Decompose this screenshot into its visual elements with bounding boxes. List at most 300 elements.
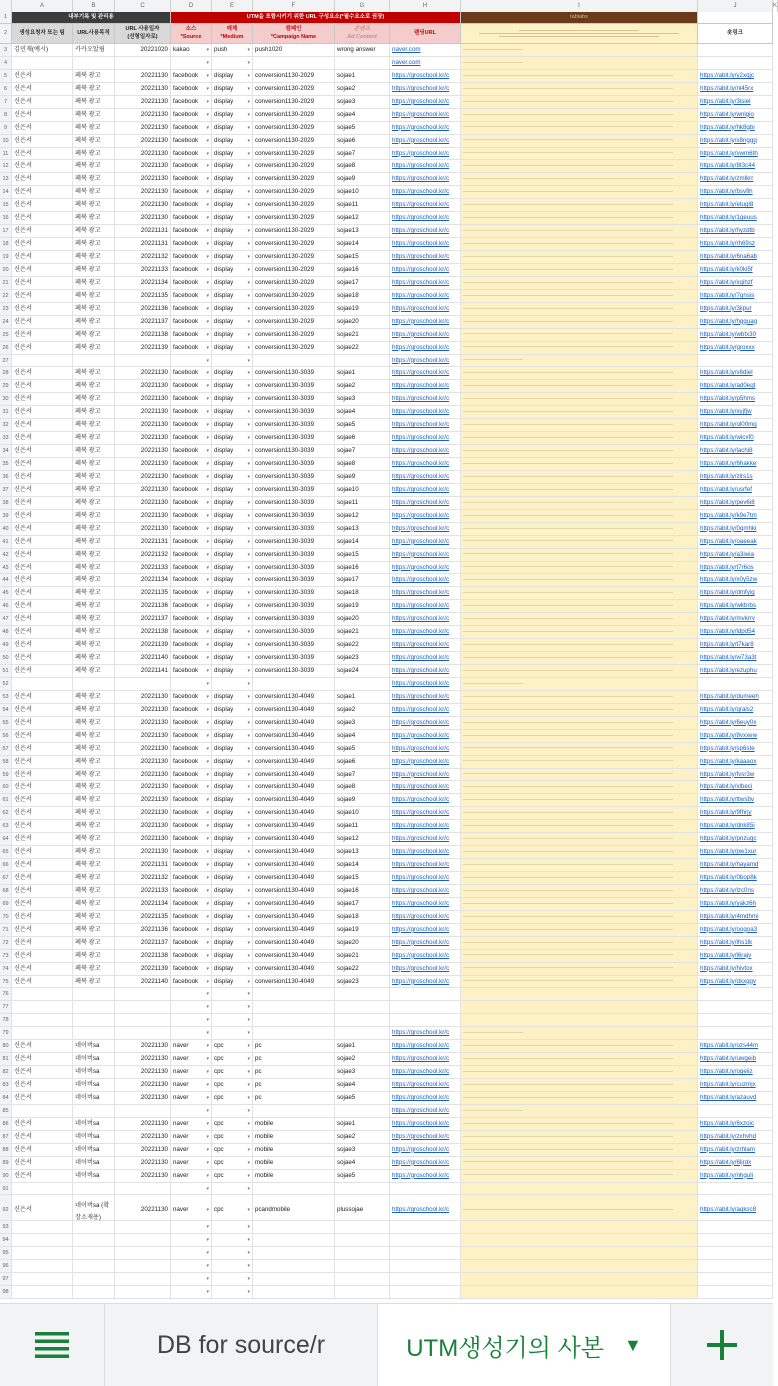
content-cell[interactable]: sojae22: [335, 963, 390, 976]
source-dropdown[interactable]: facebook ▾: [171, 885, 212, 898]
purpose-cell[interactable]: 페북 광고: [73, 730, 115, 743]
date-cell[interactable]: 20221130: [115, 704, 171, 717]
content-cell[interactable]: sojae13: [335, 225, 390, 238]
purpose-cell[interactable]: 페북 광고: [73, 510, 115, 523]
short-url-cell[interactable]: [698, 1105, 773, 1118]
content-cell[interactable]: sojae3: [335, 1066, 390, 1079]
generated-url-cell[interactable]: [461, 924, 698, 937]
source-dropdown[interactable]: naver ▾: [171, 1079, 212, 1092]
content-cell[interactable]: sojae15: [335, 549, 390, 562]
purpose-cell[interactable]: 페북 광고: [73, 898, 115, 911]
campaign-cell[interactable]: conversion1130-2029: [253, 238, 335, 251]
source-dropdown[interactable]: facebook ▾: [171, 846, 212, 859]
purpose-cell[interactable]: [73, 1260, 115, 1273]
landing-url-cell[interactable]: https://groschool.kr/c: [390, 743, 461, 756]
landing-url-cell[interactable]: https://groschool.kr/c: [390, 264, 461, 277]
source-dropdown[interactable]: facebook ▾: [171, 225, 212, 238]
purpose-cell[interactable]: 페북 광고: [73, 303, 115, 316]
purpose-cell[interactable]: 페북 광고: [73, 445, 115, 458]
short-url-cell[interactable]: https://abit.ly/hyzdtb: [698, 225, 773, 238]
source-dropdown[interactable]: facebook ▾: [171, 367, 212, 380]
content-cell[interactable]: sojae7: [335, 148, 390, 161]
medium-dropdown[interactable]: display ▾: [212, 730, 253, 743]
purpose-cell[interactable]: 네이버sa: [73, 1131, 115, 1144]
purpose-cell[interactable]: 페북 광고: [73, 885, 115, 898]
date-cell[interactable]: 20221132: [115, 549, 171, 562]
short-url-cell[interactable]: https://abit.ly/x8nggq: [698, 135, 773, 148]
campaign-cell[interactable]: conversion1130-3039: [253, 523, 335, 536]
short-url-cell[interactable]: https://abit.ly/k9e7tm: [698, 510, 773, 523]
purpose-cell[interactable]: 네이버sa: [73, 1118, 115, 1131]
created-by-cell[interactable]: 신은서: [12, 264, 73, 277]
medium-dropdown[interactable]: display ▾: [212, 419, 253, 432]
campaign-cell[interactable]: conversion1130-3039: [253, 536, 335, 549]
created-by-cell[interactable]: 신은서: [12, 976, 73, 989]
source-dropdown[interactable]: naver ▾: [171, 1040, 212, 1053]
generated-url-cell[interactable]: [461, 445, 698, 458]
short-url-cell[interactable]: https://abit.ly/xlbeci: [698, 781, 773, 794]
content-cell[interactable]: sojae12: [335, 510, 390, 523]
landing-url-cell[interactable]: [390, 1183, 461, 1196]
created-by-cell[interactable]: 신은서: [12, 380, 73, 393]
source-dropdown[interactable]: [171, 678, 212, 691]
date-cell[interactable]: 20221130: [115, 367, 171, 380]
purpose-cell[interactable]: 페북 광고: [73, 911, 115, 924]
generated-url-cell[interactable]: [461, 1260, 698, 1273]
short-url-cell[interactable]: [698, 1014, 773, 1027]
date-cell[interactable]: 20221130: [115, 794, 171, 807]
content-cell[interactable]: sojae8: [335, 781, 390, 794]
short-url-cell[interactable]: https://abit.ly/8vxxew: [698, 730, 773, 743]
purpose-cell[interactable]: 페북 광고: [73, 199, 115, 212]
purpose-cell[interactable]: 페북 광고: [73, 743, 115, 756]
generated-url-cell[interactable]: [461, 587, 698, 600]
medium-dropdown[interactable]: display ▾: [212, 406, 253, 419]
source-dropdown[interactable]: facebook ▾: [171, 756, 212, 769]
generated-url-cell[interactable]: [461, 885, 698, 898]
purpose-cell[interactable]: [73, 1247, 115, 1260]
generated-url-cell[interactable]: [461, 794, 698, 807]
medium-dropdown[interactable]: cpc ▾: [212, 1157, 253, 1170]
source-dropdown[interactable]: facebook ▾: [171, 148, 212, 161]
purpose-cell[interactable]: 페북 광고: [73, 83, 115, 96]
campaign-cell[interactable]: conversion1130-2029: [253, 329, 335, 342]
medium-dropdown[interactable]: [212, 1286, 253, 1299]
generated-url-cell[interactable]: [461, 562, 698, 575]
created-by-cell[interactable]: 신은서: [12, 96, 73, 109]
date-cell[interactable]: 20221131: [115, 859, 171, 872]
landing-url-cell[interactable]: https://groschool.kr/c: [390, 950, 461, 963]
short-url-cell[interactable]: [698, 988, 773, 1001]
content-cell[interactable]: sojae16: [335, 562, 390, 575]
purpose-cell[interactable]: [73, 988, 115, 1001]
landing-url-cell[interactable]: [390, 1014, 461, 1027]
content-cell[interactable]: sojae18: [335, 290, 390, 303]
created-by-cell[interactable]: 신은서: [12, 833, 73, 846]
campaign-cell[interactable]: conversion1130-3039: [253, 380, 335, 393]
generated-url-cell[interactable]: [461, 380, 698, 393]
campaign-cell[interactable]: conversion1130-2029: [253, 173, 335, 186]
date-cell[interactable]: 20221139: [115, 963, 171, 976]
created-by-cell[interactable]: [12, 57, 73, 70]
landing-url-cell[interactable]: https://groschool.kr/c: [390, 238, 461, 251]
generated-url-cell[interactable]: [461, 251, 698, 264]
generated-url-cell[interactable]: [461, 342, 698, 355]
source-dropdown[interactable]: naver ▾: [171, 1092, 212, 1105]
tab-db-for-source[interactable]: [104, 1304, 377, 1386]
source-dropdown[interactable]: facebook ▾: [171, 898, 212, 911]
content-cell[interactable]: sojae21: [335, 329, 390, 342]
date-cell[interactable]: 20221130: [115, 781, 171, 794]
landing-url-cell[interactable]: https://groschool.kr/c: [390, 872, 461, 885]
tab-utm-generator-copy[interactable]: [377, 1304, 671, 1386]
date-cell[interactable]: 20221130: [115, 1040, 171, 1053]
purpose-cell[interactable]: 페북 광고: [73, 717, 115, 730]
generated-url-cell[interactable]: [461, 1234, 698, 1247]
content-cell[interactable]: sojae13: [335, 523, 390, 536]
content-cell[interactable]: sojae9: [335, 471, 390, 484]
campaign-cell[interactable]: mobile: [253, 1118, 335, 1131]
created-by-cell[interactable]: 신은서: [12, 329, 73, 342]
generated-url-cell[interactable]: [461, 1247, 698, 1260]
campaign-cell[interactable]: conversion1130-3039: [253, 510, 335, 523]
content-cell[interactable]: plussojae: [335, 1195, 390, 1221]
medium-dropdown[interactable]: display ▾: [212, 717, 253, 730]
content-cell[interactable]: sojae20: [335, 613, 390, 626]
medium-dropdown[interactable]: cpc ▾: [212, 1040, 253, 1053]
campaign-cell[interactable]: conversion1130-2029: [253, 342, 335, 355]
campaign-cell[interactable]: [253, 1014, 335, 1027]
source-dropdown[interactable]: facebook ▾: [171, 704, 212, 717]
content-cell[interactable]: sojae17: [335, 574, 390, 587]
campaign-cell[interactable]: conversion1130-4049: [253, 704, 335, 717]
campaign-cell[interactable]: [253, 1221, 335, 1234]
campaign-cell[interactable]: conversion1130-4049: [253, 833, 335, 846]
campaign-cell[interactable]: conversion1130-4049: [253, 781, 335, 794]
date-cell[interactable]: 20221130: [115, 393, 171, 406]
source-dropdown[interactable]: facebook ▾: [171, 186, 212, 199]
generated-url-cell[interactable]: [461, 1053, 698, 1066]
short-url-cell[interactable]: https://abit.ly/dxxggv: [698, 976, 773, 989]
generated-url-cell[interactable]: [461, 730, 698, 743]
short-url-cell[interactable]: https://abit.ly/zrhlam: [698, 1144, 773, 1157]
purpose-cell[interactable]: 페북 광고: [73, 859, 115, 872]
generated-url-cell[interactable]: [461, 743, 698, 756]
source-dropdown[interactable]: facebook ▾: [171, 872, 212, 885]
short-url-cell[interactable]: https://abit.ly/sp6ste: [698, 743, 773, 756]
campaign-cell[interactable]: conversion1130-4049: [253, 950, 335, 963]
created-by-cell[interactable]: 신은서: [12, 639, 73, 652]
landing-url-cell[interactable]: https://groschool.kr/c: [390, 652, 461, 665]
landing-url-cell[interactable]: https://groschool.kr/c: [390, 122, 461, 135]
campaign-cell[interactable]: conversion1130-4049: [253, 730, 335, 743]
date-cell[interactable]: 20221130: [115, 691, 171, 704]
landing-url-cell[interactable]: https://groschool.kr/c: [390, 704, 461, 717]
short-url-cell[interactable]: https://abit.ly/fvsr3w: [698, 769, 773, 782]
campaign-cell[interactable]: conversion1130-2029: [253, 212, 335, 225]
purpose-cell[interactable]: 페북 광고: [73, 225, 115, 238]
short-url-cell[interactable]: https://abit.ly/0qmhki: [698, 523, 773, 536]
created-by-cell[interactable]: [12, 988, 73, 1001]
content-cell[interactable]: sojae7: [335, 769, 390, 782]
source-dropdown[interactable]: facebook ▾: [171, 639, 212, 652]
generated-url-cell[interactable]: [461, 367, 698, 380]
date-cell[interactable]: 20221130: [115, 109, 171, 122]
created-by-cell[interactable]: 신은서: [12, 445, 73, 458]
date-cell[interactable]: 20221132: [115, 251, 171, 264]
source-dropdown[interactable]: facebook ▾: [171, 238, 212, 251]
medium-dropdown[interactable]: display ▾: [212, 445, 253, 458]
landing-url-cell[interactable]: https://groschool.kr/c: [390, 846, 461, 859]
purpose-cell[interactable]: 페북 광고: [73, 329, 115, 342]
campaign-cell[interactable]: conversion1130-4049: [253, 807, 335, 820]
landing-url-cell[interactable]: https://groschool.kr/c: [390, 730, 461, 743]
campaign-cell[interactable]: conversion1130-4049: [253, 717, 335, 730]
campaign-cell[interactable]: [253, 1001, 335, 1014]
landing-url-cell[interactable]: https://groschool.kr/c: [390, 1079, 461, 1092]
medium-dropdown[interactable]: [212, 678, 253, 691]
date-cell[interactable]: [115, 1027, 171, 1040]
add-sheet-button[interactable]: [671, 1304, 773, 1386]
source-dropdown[interactable]: naver ▾: [171, 1157, 212, 1170]
landing-url-cell[interactable]: https://groschool.kr/c: [390, 937, 461, 950]
created-by-cell[interactable]: 신은서: [12, 109, 73, 122]
created-by-cell[interactable]: 신은서: [12, 1118, 73, 1131]
generated-url-cell[interactable]: [461, 937, 698, 950]
created-by-cell[interactable]: 신은서: [12, 367, 73, 380]
landing-url-cell[interactable]: https://groschool.kr/c: [390, 600, 461, 613]
short-url-cell[interactable]: https://abit.ly/ttwsbv: [698, 794, 773, 807]
content-cell[interactable]: sojae6: [335, 756, 390, 769]
short-url-cell[interactable]: https://abit.ly/k0kl5f: [698, 264, 773, 277]
campaign-cell[interactable]: conversion1130-2029: [253, 303, 335, 316]
date-cell[interactable]: 20221132: [115, 872, 171, 885]
date-cell[interactable]: 20221139: [115, 639, 171, 652]
campaign-cell[interactable]: conversion1130-4049: [253, 976, 335, 989]
date-cell[interactable]: [115, 1001, 171, 1014]
content-cell[interactable]: sojae17: [335, 277, 390, 290]
created-by-cell[interactable]: 신은서: [12, 1144, 73, 1157]
landing-url-cell[interactable]: https://groschool.kr/c: [390, 186, 461, 199]
created-by-cell[interactable]: 신은서: [12, 807, 73, 820]
campaign-cell[interactable]: conversion1130-2029: [253, 225, 335, 238]
created-by-cell[interactable]: [12, 1234, 73, 1247]
landing-url-cell[interactable]: https://groschool.kr/c: [390, 445, 461, 458]
created-by-cell[interactable]: 신은서: [12, 691, 73, 704]
generated-url-cell[interactable]: [461, 148, 698, 161]
short-url-cell[interactable]: https://abit.ly/ol00mq: [698, 419, 773, 432]
short-url-cell[interactable]: [698, 1027, 773, 1040]
created-by-cell[interactable]: [12, 1014, 73, 1027]
date-cell[interactable]: 20221136: [115, 600, 171, 613]
generated-url-cell[interactable]: [461, 600, 698, 613]
medium-dropdown[interactable]: display ▾: [212, 807, 253, 820]
campaign-cell[interactable]: conversion1130-4049: [253, 924, 335, 937]
created-by-cell[interactable]: 신은서: [12, 316, 73, 329]
date-cell[interactable]: 20221134: [115, 898, 171, 911]
created-by-cell[interactable]: 신은서: [12, 756, 73, 769]
generated-url-cell[interactable]: [461, 898, 698, 911]
created-by-cell[interactable]: [12, 355, 73, 368]
caret-down-icon[interactable]: ▼: [623, 1334, 642, 1355]
generated-url-cell[interactable]: [461, 329, 698, 342]
generated-url-cell[interactable]: [461, 1066, 698, 1079]
landing-url-cell[interactable]: https://groschool.kr/c: [390, 367, 461, 380]
campaign-cell[interactable]: [253, 1105, 335, 1118]
generated-url-cell[interactable]: [461, 471, 698, 484]
landing-url-cell[interactable]: https://groschool.kr/c: [390, 316, 461, 329]
medium-dropdown[interactable]: display ▾: [212, 781, 253, 794]
date-cell[interactable]: [115, 57, 171, 70]
date-cell[interactable]: 20221133: [115, 264, 171, 277]
created-by-cell[interactable]: 김민재(예시): [12, 44, 73, 57]
purpose-cell[interactable]: 카카오알림: [73, 44, 115, 57]
date-cell[interactable]: [115, 1247, 171, 1260]
source-dropdown[interactable]: facebook ▾: [171, 212, 212, 225]
source-dropdown[interactable]: [171, 988, 212, 1001]
created-by-cell[interactable]: 신은서: [12, 1066, 73, 1079]
campaign-cell[interactable]: conversion1130-3039: [253, 406, 335, 419]
purpose-cell[interactable]: 페북 광고: [73, 135, 115, 148]
content-cell[interactable]: sojae18: [335, 587, 390, 600]
landing-url-cell[interactable]: https://groschool.kr/c: [390, 497, 461, 510]
source-dropdown[interactable]: [171, 57, 212, 70]
short-url-cell[interactable]: https://abit.ly/ezuphu: [698, 665, 773, 678]
medium-dropdown[interactable]: display ▾: [212, 173, 253, 186]
content-cell[interactable]: sojae2: [335, 704, 390, 717]
medium-dropdown[interactable]: display ▾: [212, 950, 253, 963]
short-url-cell[interactable]: https://abit.ly/7qnsis: [698, 290, 773, 303]
campaign-cell[interactable]: conversion1130-2029: [253, 277, 335, 290]
purpose-cell[interactable]: 페북 광고: [73, 290, 115, 303]
landing-url-cell[interactable]: https://groschool.kr/c: [390, 342, 461, 355]
source-dropdown[interactable]: facebook ▾: [171, 665, 212, 678]
created-by-cell[interactable]: 신은서: [12, 1092, 73, 1105]
medium-dropdown[interactable]: cpc ▾: [212, 1053, 253, 1066]
medium-dropdown[interactable]: [212, 1027, 253, 1040]
date-cell[interactable]: 20221130: [115, 380, 171, 393]
content-cell[interactable]: sojae24: [335, 665, 390, 678]
purpose-cell[interactable]: 페북 광고: [73, 846, 115, 859]
date-cell[interactable]: 20221130: [115, 186, 171, 199]
medium-dropdown[interactable]: [212, 355, 253, 368]
purpose-cell[interactable]: [73, 1105, 115, 1118]
medium-dropdown[interactable]: display ▾: [212, 458, 253, 471]
short-url-cell[interactable]: [698, 1221, 773, 1234]
generated-url-cell[interactable]: [461, 510, 698, 523]
landing-url-cell[interactable]: https://groschool.kr/c: [390, 96, 461, 109]
source-dropdown[interactable]: [171, 1014, 212, 1027]
generated-url-cell[interactable]: [461, 303, 698, 316]
landing-url-cell[interactable]: https://groschool.kr/c: [390, 587, 461, 600]
date-cell[interactable]: [115, 1286, 171, 1299]
generated-url-cell[interactable]: [461, 950, 698, 963]
short-url-cell[interactable]: https://abit.ly/lhs1lk: [698, 937, 773, 950]
created-by-cell[interactable]: 신은서: [12, 1131, 73, 1144]
date-cell[interactable]: [115, 988, 171, 1001]
short-url-cell[interactable]: https://abit.ly/y2xqjc: [698, 70, 773, 83]
generated-url-cell[interactable]: [461, 419, 698, 432]
landing-url-cell[interactable]: https://groschool.kr/c: [390, 807, 461, 820]
medium-dropdown[interactable]: display ▾: [212, 160, 253, 173]
generated-url-cell[interactable]: [461, 70, 698, 83]
short-url-cell[interactable]: https://abit.ly/pw1xur: [698, 846, 773, 859]
campaign-cell[interactable]: pc: [253, 1053, 335, 1066]
purpose-cell[interactable]: [73, 1221, 115, 1234]
medium-dropdown[interactable]: display ▾: [212, 186, 253, 199]
campaign-cell[interactable]: conversion1130-4049: [253, 846, 335, 859]
purpose-cell[interactable]: 페북 광고: [73, 665, 115, 678]
campaign-cell[interactable]: conversion1130-4049: [253, 872, 335, 885]
medium-dropdown[interactable]: display ▾: [212, 523, 253, 536]
campaign-cell[interactable]: conversion1130-2029: [253, 251, 335, 264]
source-dropdown[interactable]: facebook ▾: [171, 781, 212, 794]
short-url-cell[interactable]: [698, 1234, 773, 1247]
purpose-cell[interactable]: 페북 광고: [73, 212, 115, 225]
landing-url-cell[interactable]: [390, 1001, 461, 1014]
purpose-cell[interactable]: 페북 광고: [73, 432, 115, 445]
date-cell[interactable]: 20221133: [115, 562, 171, 575]
short-url-cell[interactable]: https://abit.ly/6ljrdx: [698, 1157, 773, 1170]
campaign-cell[interactable]: conversion1130-3039: [253, 652, 335, 665]
generated-url-cell[interactable]: [461, 1221, 698, 1234]
landing-url-cell[interactable]: [390, 988, 461, 1001]
purpose-cell[interactable]: 네이버sa: [73, 1092, 115, 1105]
medium-dropdown[interactable]: display ▾: [212, 833, 253, 846]
short-url-cell[interactable]: https://abit.ly/rh69sz: [698, 238, 773, 251]
generated-url-cell[interactable]: [461, 691, 698, 704]
content-cell[interactable]: sojae4: [335, 406, 390, 419]
date-cell[interactable]: [115, 1183, 171, 1196]
date-cell[interactable]: 20221137: [115, 613, 171, 626]
short-url-cell[interactable]: https://abit.ly/qrals2: [698, 704, 773, 717]
content-cell[interactable]: sojae19: [335, 600, 390, 613]
generated-url-cell[interactable]: [461, 1079, 698, 1092]
date-cell[interactable]: 20221130: [115, 199, 171, 212]
created-by-cell[interactable]: 신은서: [12, 885, 73, 898]
created-by-cell[interactable]: 신은서: [12, 613, 73, 626]
source-dropdown[interactable]: facebook ▾: [171, 743, 212, 756]
source-dropdown[interactable]: facebook ▾: [171, 937, 212, 950]
landing-url-cell[interactable]: https://groschool.kr/c: [390, 1027, 461, 1040]
campaign-cell[interactable]: push1020: [253, 44, 335, 57]
source-dropdown[interactable]: facebook ▾: [171, 562, 212, 575]
source-dropdown[interactable]: [171, 1286, 212, 1299]
medium-dropdown[interactable]: display ▾: [212, 109, 253, 122]
generated-url-cell[interactable]: [461, 238, 698, 251]
source-dropdown[interactable]: facebook ▾: [171, 290, 212, 303]
medium-dropdown[interactable]: [212, 988, 253, 1001]
created-by-cell[interactable]: 신은서: [12, 497, 73, 510]
date-cell[interactable]: 20221130: [115, 445, 171, 458]
purpose-cell[interactable]: 페북 광고: [73, 807, 115, 820]
purpose-cell[interactable]: 페북 광고: [73, 238, 115, 251]
source-dropdown[interactable]: facebook ▾: [171, 859, 212, 872]
date-cell[interactable]: 20221130: [115, 523, 171, 536]
medium-dropdown[interactable]: display ▾: [212, 96, 253, 109]
content-cell[interactable]: sojae10: [335, 186, 390, 199]
content-cell[interactable]: [335, 1105, 390, 1118]
short-url-cell[interactable]: https://abit.ly/ogeiiz: [698, 1066, 773, 1079]
date-cell[interactable]: 20221130: [115, 83, 171, 96]
date-cell[interactable]: 20221130: [115, 1066, 171, 1079]
generated-url-cell[interactable]: [461, 626, 698, 639]
campaign-cell[interactable]: [253, 1260, 335, 1273]
created-by-cell[interactable]: 신은서: [12, 704, 73, 717]
short-url-cell[interactable]: [698, 1260, 773, 1273]
generated-url-cell[interactable]: [461, 497, 698, 510]
medium-dropdown[interactable]: display ▾: [212, 122, 253, 135]
